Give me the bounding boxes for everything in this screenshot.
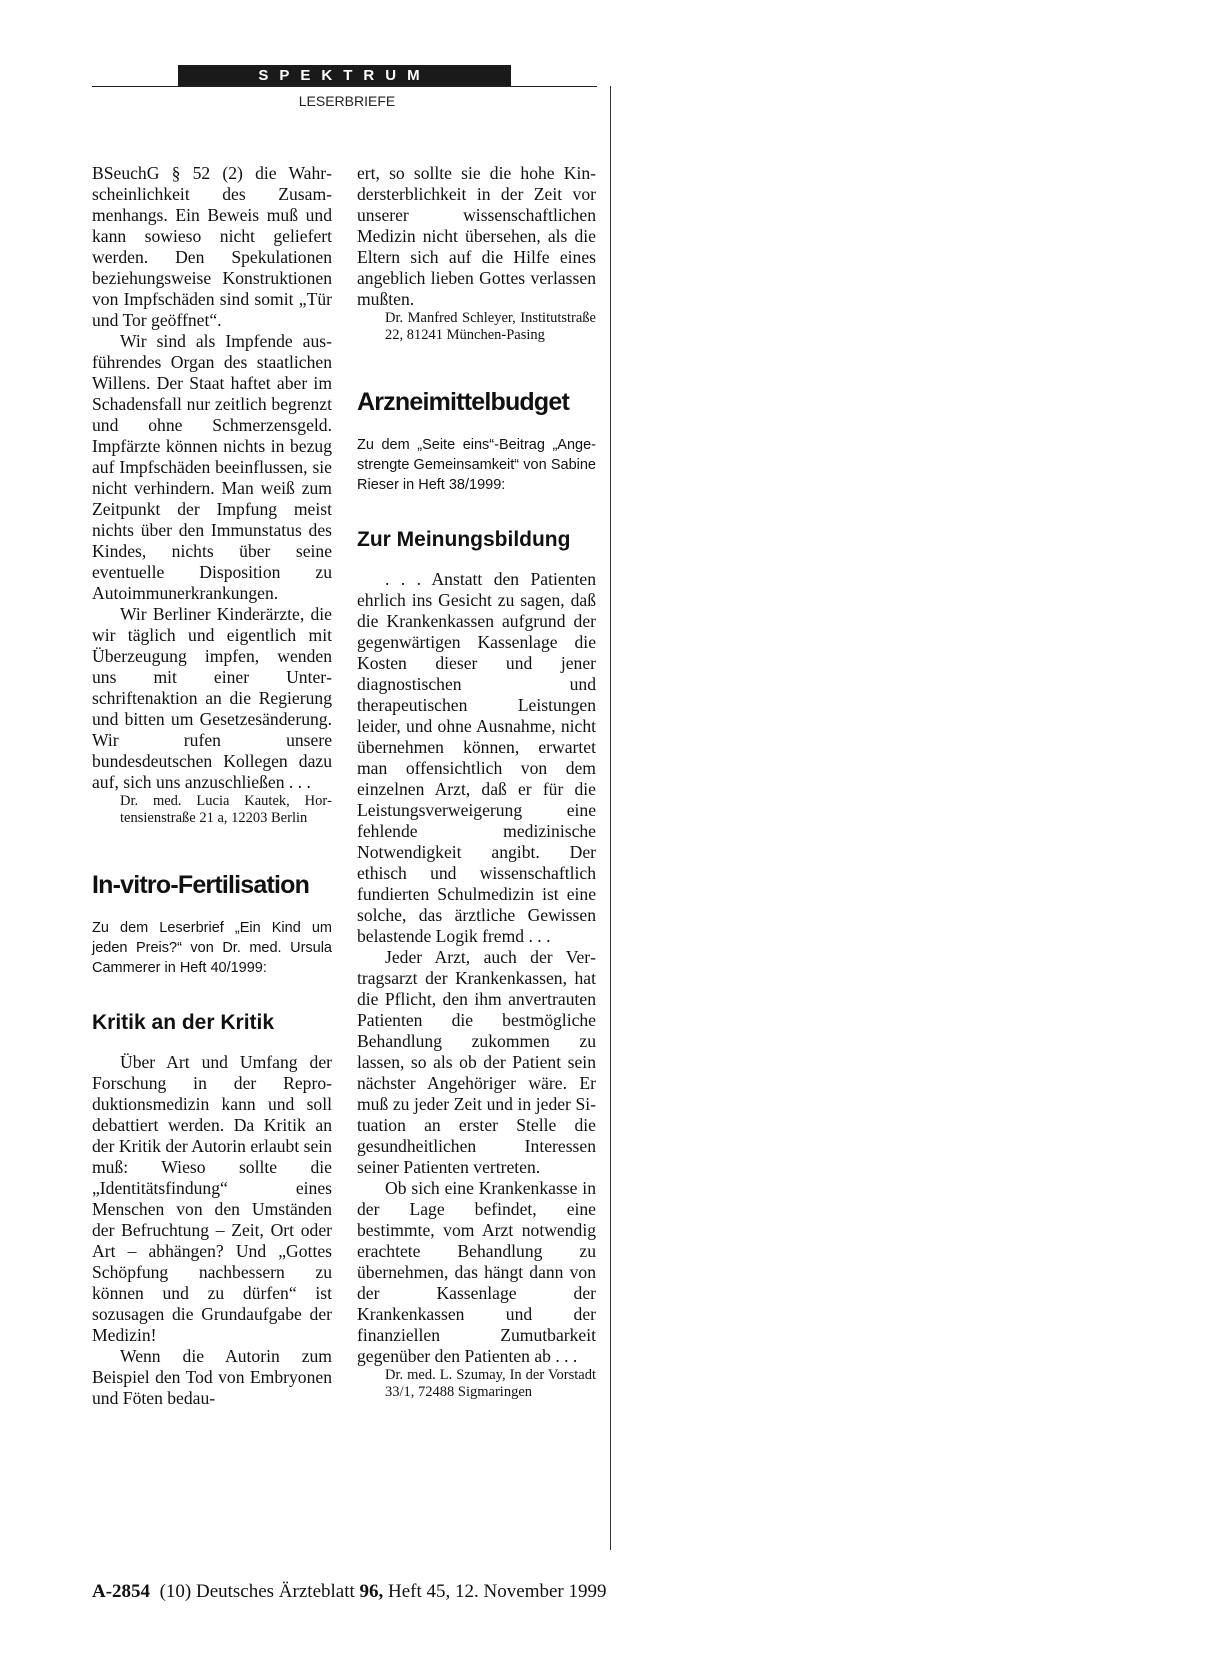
journal-name: (10) Deutsches Ärzteblatt [159,1581,355,1602]
paragraph: Ob sich eine Krankenkasse in der Lage befindet, eine bestimmte, vom Arzt notwendig erachtete Behandlung zu übernehmen, das hängt dann von der Kassenlage der Krankenkassen und der finanziellen Zumutbarkeit gegenüber den Patienten ab . . . [357,1178,596,1366]
paragraph: Wenn die Autorin zum Beispiel den Tod von Embryonen und Föten bedau- [92,1346,332,1408]
author-signature: Dr. med. L. Szumay, In der Vorstadt 33/1, 72488 Sigmaringen [385,1367,596,1400]
paragraph: ert, so sollte sie die hohe Kindersterblichkeit in der Zeit vor unserer wissenschaftlichen Medizin nicht übersehen, als die Eltern sich auf die Hilfe eines angeblich lieben Gottes verlassen mußten. [357,163,596,309]
page-number: A-2854 [92,1581,151,1602]
page-footer [92,1581,607,1603]
volume-number: 96, [359,1581,384,1602]
article-headline: Arzneimittelbudget [357,388,569,416]
letter-reference: Zu dem Leserbrief „Ein Kind um jeden Preis?“ von Dr. med. Ursula Cammerer in Heft 40/1999: [92,920,332,976]
author-signature: Dr. Manfred Schleyer, Institutstraße 22, 81241 München-Pasing [385,310,596,343]
paragraph: Wir Berliner Kinderärzte, die wir täglich und eigentlich mit Überzeugung impfen, wenden uns mit einer Unterschriftenaktion an die Regierung und bitten um Gesetzesänderung. Wir rufen unsere bundesdeutschen Kollegen dazu auf, sich uns anzuschließen . . . [92,604,332,792]
letter-title: Zur Meinungsbildung [357,528,571,551]
text-column-left [92,163,332,1409]
letter-title: Kritik an der Kritik [92,1011,275,1034]
section-label: LESERBRIEFE [298,93,396,109]
header-rule [92,86,597,87]
author-signature: Dr. med. Lucia Kautek, Hortensienstraße 21 a, 12203 Berlin [120,793,332,826]
paragraph: Wir sind als Impfende ausführendes Organ des staatlichen Willens. Der Staat haftet aber im Schadensfall nur zeitlich begrenzt und ohne Schmerzensgeld. Impfärzte können nichts in bezug auf Impfschäden beeinflussen, sie nicht verhindern. Man weiß zum Zeitpunkt der Impfung meist nichts über den Immunstatus des Kindes, nichts über seine eventuelle Disposition zu Autoimmunerkrankungen. [92,331,332,603]
column-rule [610,86,611,1550]
paragraph: BSeuchG § 52 (2) die Wahrscheinlichkeit des Zusammenhangs. Ein Beweis muß und kann sowieso nicht geliefert werden. Den Spekulationen beziehungsweise Konstruktionen von Impfschäden sind somit „Tür und Tor geöffnet“. [92,163,332,330]
text-column-right [357,163,596,1401]
paragraph: Über Art und Umfang der Forschung in der Reproduktionsmedizin kann und soll debattiert werden. Da Kritik an der Kritik der Autorin erlaubt sein muß: Wieso sollte die „Identitätsfindung“ eines Menschen von den Umständen der Befruchtung – Zeit, Ort oder Art – abhängen? Und „Gottes Schöpfung nachbessern zu können und zu dürfen“ ist sozusagen die Grundaufgabe der Medizin! [92,1052,332,1345]
paragraph: . . . Anstatt den Patienten ehrlich ins Gesicht zu sagen, daß die Krankenkassen aufgrund der gegenwärtigen Kassenlage die Kosten dieser und jener diagnostischen und therapeutischen Leistungen leider, und ohne Ausnahme, nicht übernehmen können, erwartet man offensichtlich von dem einzelnen Arzt, daß er für die Leistungsverweigerung eine fehlende medizinische Notwendigkeit angibt. Der ethisch und wissenschaftlich fundierten Schulmedizin ist eine solche, das ärztliche Gewissen belastende Logik fremd . . . [357,569,596,946]
paragraph: Jeder Arzt, auch der Vertragsarzt der Krankenkassen, hat die Pflicht, den ihm anvertrauten Patienten die bestmögliche Behandlung zukommen zu lassen, so als ob der Patient sein nächster Angehöriger wäre. Er muß zu jeder Zeit und in jeder Situation an erster Stelle die gesundheitlichen Interessen seiner Patienten vertreten. [357,947,596,1177]
section-banner: SPEKTRUM [178,65,511,86]
letter-reference: Zu dem „Seite eins“-Beitrag „Angestrengte Gemeinsamkeit“ von Sabine Rieser in Heft 38/1999: [357,437,596,493]
issue-info: Heft 45, 12. November 1999 [388,1581,607,1602]
article-headline: In-vitro-Fertilisation [92,871,310,899]
